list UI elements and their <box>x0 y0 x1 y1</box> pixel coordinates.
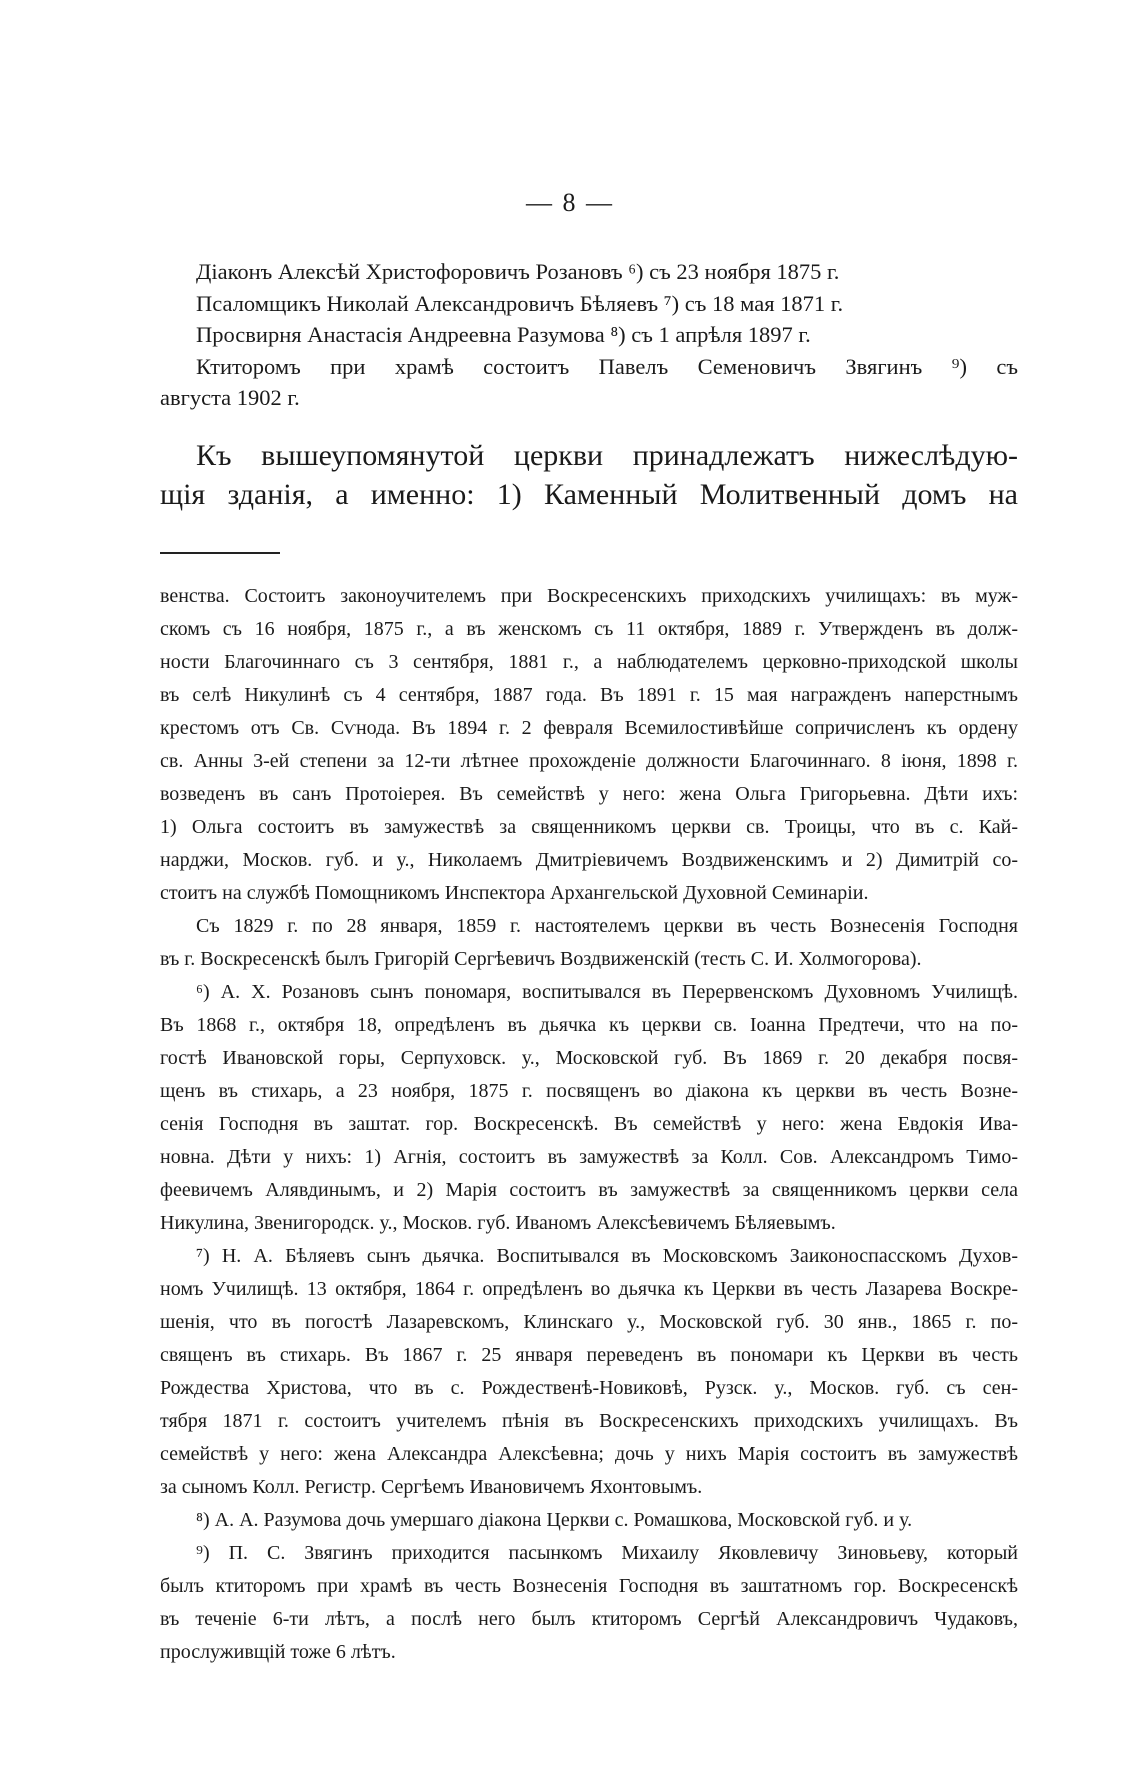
footnote-line: семействѣ у него: жена Александра Алексѣевна; дочь у нихъ Марія состоитъ въ замужествѣ <box>160 1443 1018 1465</box>
footnote-line: ⁶) А. Х. Розановъ сынъ пономаря, воспитывался въ Перервенскомъ Духовномъ Училищѣ. <box>196 981 1018 1003</box>
body-text-line: Ктиторомъ при храмѣ состоитъ Павелъ Семеновичъ Звягинъ ⁹) съ <box>196 353 1018 379</box>
footnote-line: св. Анны 3-ей степени за 12-ти лѣтнее прохожденіе должности Благочиннаго. 8 іюня, 1898 г. <box>160 750 1018 772</box>
footnote-paragraph <box>160 1240 1018 1504</box>
footnote-line: гостѣ Ивановской горы, Серпуховск. у., Московской губ. Въ 1869 г. 20 декабря посвя- <box>160 1047 1018 1069</box>
footnote-paragraph <box>160 1504 1018 1537</box>
footnote-line: шенія, что въ погостѣ Лазаревскомъ, Клинскаго у., Московской губ. 30 янв., 1865 г. по- <box>160 1311 1018 1333</box>
footnote-line: прослуживщій тоже 6 лѣтъ. <box>160 1641 396 1663</box>
footnote-line: въ селѣ Никулинѣ съ 4 сентября, 1887 года. Въ 1891 г. 15 мая награжденъ наперстнымъ <box>160 684 1018 706</box>
footnote-line: ⁸) А. А. Разумова дочь умершаго діакона Церкви с. Ромашкова, Московской губ. и у. <box>196 1509 913 1531</box>
heading-line: щія зданія, а именно: 1) Каменный Молитвенный домъ на <box>160 478 1018 511</box>
footnote-paragraph <box>160 910 1018 976</box>
footnote-line: возведенъ въ санъ Протоіерея. Въ семействѣ у него: жена Ольга Григорьевна. Дѣти ихъ: <box>160 783 1018 805</box>
footnote-line: стоитъ на службѣ Помощникомъ Инспектора Архангельской Духовной Семинаріи. <box>160 882 869 904</box>
body-text-paragraph <box>160 351 1018 414</box>
footnotes <box>160 580 1018 1669</box>
body-text-line: Діаконъ Алексѣй Христофоровичъ Розановъ ⁶) съ 23 ноября 1875 г. <box>196 259 840 284</box>
footnote-divider <box>160 552 280 554</box>
footnote-line: Никулина, Звенигородск. у., Москов. губ. Иваномъ Алексѣевичемъ Бѣляевымъ. <box>160 1212 836 1234</box>
footnote-line: ⁷) Н. А. Бѣляевъ сынъ дьячка. Воспитывался въ Московскомъ Заиконоспасскомъ Духов- <box>196 1245 1018 1267</box>
footnote-line: въ теченіе 6-ти лѣтъ, а послѣ него былъ ктиторомъ Сергѣй Александровичъ Чудаковъ, <box>160 1608 1018 1630</box>
footnote-line: Въ 1868 г., октября 18, опредѣленъ въ дьячка къ церкви св. Іоанна Предтечи, что на по- <box>160 1014 1018 1036</box>
footnote-line: въ г. Воскресенскѣ былъ Григорій Сергѣевичъ Воздвиженскій (тесть С. И. Холмогорова). <box>160 948 922 970</box>
section-heading <box>160 436 1018 514</box>
footnote-paragraph <box>160 1537 1018 1669</box>
body-text-line: Просвирня Анастасія Андреевна Разумова ⁸) съ 1 апрѣля 1897 г. <box>196 322 811 348</box>
footnote-line: былъ ктиторомъ при храмѣ въ честь Вознесенія Господня въ заштатномъ гор. Воскресенскѣ <box>160 1575 1018 1597</box>
footnote-line: венства. Состоитъ законоучителемъ при Воскресенскихъ приходскихъ училищахъ: въ муж- <box>160 585 1018 607</box>
footnote-line: Рождества Христова, что въ с. Рождественѣ-Новиковѣ, Рузск. у., Москов. губ. съ сен- <box>160 1377 1018 1399</box>
footnote-paragraph <box>160 976 1018 1240</box>
footnote-line: тября 1871 г. состоитъ учителемъ пѣнія въ Воскресенскихъ приходскихъ училищахъ. Въ <box>160 1410 1018 1432</box>
footnote-line: феевичемъ Алявдинымъ, и 2) Марія состоитъ въ замужествѣ за священникомъ церкви села <box>160 1179 1018 1201</box>
footnote-line: нарджи, Москов. губ. и у., Николаемъ Дмитріевичемъ Воздвиженскимъ и 2) Димитрій со- <box>160 849 1018 871</box>
footnote-line: скомъ съ 16 ноября, 1875 г., а въ женскомъ съ 11 октября, 1889 г. Утвержденъ въ долж- <box>160 618 1018 640</box>
page-number: — 8 — <box>526 188 614 217</box>
footnote-line: 1) Ольга состоитъ въ замужествѣ за священникомъ церкви св. Троицы, что въ с. Кай- <box>160 816 1018 838</box>
body-text-paragraph <box>160 319 1018 351</box>
footnote-line: новна. Дѣти у нихъ: 1) Агнія, состоитъ въ замужествѣ за Колл. Сов. Александромъ Тимо- <box>160 1146 1018 1168</box>
footnote-line: ⁹) П. С. Звягинъ приходится пасынкомъ Михаилу Яковлевичу Зиновьеву, который <box>196 1542 1018 1564</box>
footnote-line: сенія Господня въ заштат. гор. Воскресенскѣ. Въ семействѣ у него: жена Евдокія Ива- <box>160 1113 1018 1135</box>
heading-paragraph <box>160 436 1018 514</box>
heading-line: Къ вышеупомянутой церкви принадлежатъ нижеслѣдую- <box>196 439 1018 472</box>
footnote-line: Съ 1829 г. по 28 января, 1859 г. настоятелемъ церкви въ честь Вознесенія Господня <box>196 915 1018 937</box>
body-text-line: Псаломщикъ Николай Александровичъ Бѣляевъ ⁷) съ 18 мая 1871 г. <box>196 290 844 316</box>
footnote-line: номъ Училищѣ. 13 октября, 1864 г. опредѣленъ во дьячка къ Церкви въ честь Лазарева Воскре- <box>160 1278 1018 1300</box>
main-text <box>160 256 1018 414</box>
footnote-line: ности Благочиннаго съ 3 сентября, 1881 г., а наблюдателемъ церковно-приходской школы <box>160 651 1018 673</box>
footnote-line: за сыномъ Колл. Регистр. Сергѣемъ Ивановичемъ Яхонтовымъ. <box>160 1476 703 1498</box>
footnote-line: щенъ въ стихарь, а 23 ноября, 1875 г. посвященъ во діакона къ церкви въ честь Возне- <box>160 1080 1018 1102</box>
footnote-line: крестомъ отъ Св. Сѵнода. Въ 1894 г. 2 февраля Всемилостивѣйше сопричисленъ къ ордену <box>160 717 1018 739</box>
footnote-line: священъ въ стихарь. Въ 1867 г. 25 января переведенъ въ пономари къ Церкви въ честь <box>160 1344 1018 1366</box>
body-text-line: августа 1902 г. <box>160 385 300 411</box>
body-text-paragraph <box>160 288 1018 320</box>
body-text-paragraph <box>160 256 1018 288</box>
footnote-paragraph <box>160 580 1018 910</box>
